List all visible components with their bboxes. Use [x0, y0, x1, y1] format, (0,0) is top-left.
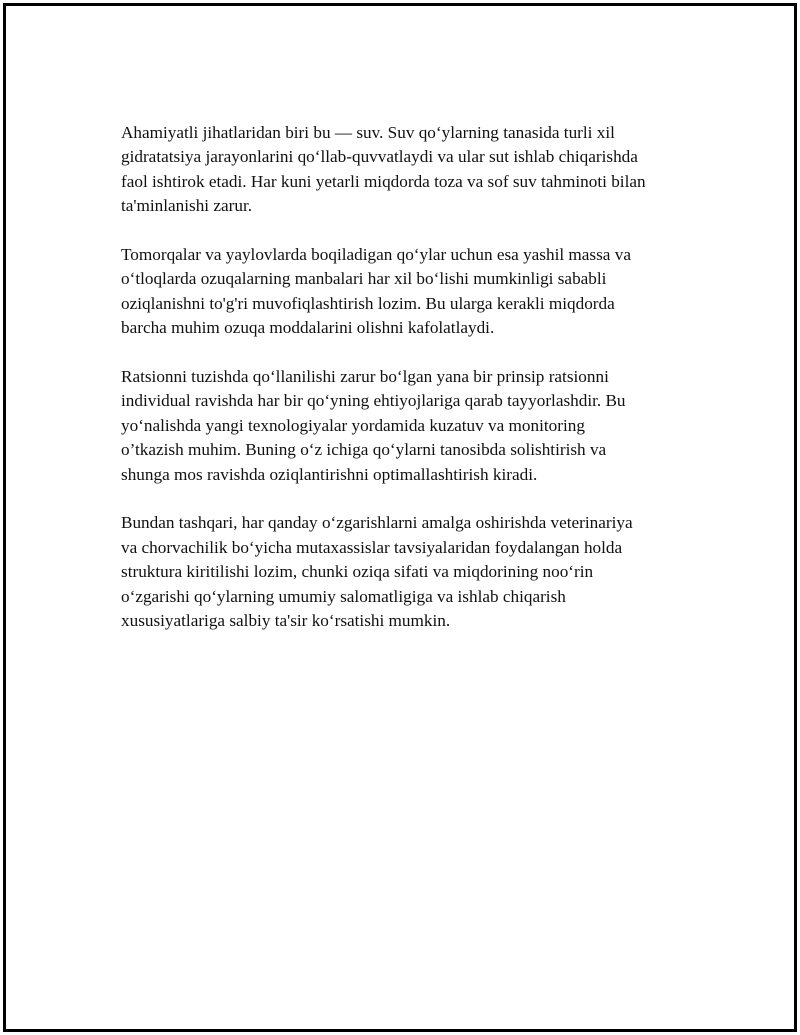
text-line: o’tkazish muhim. Buning o‘z ichiga qo‘ylarni tanosibda solishtirish va	[121, 440, 607, 460]
text-line: faol ishtirok etadi. Har kuni yetarli miqdorda toza va sof suv tahminoti bilan	[121, 171, 646, 191]
document-body	[121, 121, 711, 658]
text-line: individual ravishda har bir qo‘yning ehtiyojlariga qarab tayyorlashdir. Bu	[121, 391, 626, 411]
page-frame	[3, 3, 797, 1032]
text-line: Bundan tashqari, har qanday o‘zgarishlarni amalga oshirishda veterinariya	[121, 513, 633, 533]
text-line: o‘tloqlarda ozuqalarning manbalari har xil bo‘lishi mumkinligi sababli	[121, 269, 607, 289]
text-line: barcha muhim ozuqa moddalarini olishni kafolatlaydi.	[121, 318, 495, 338]
text-line: struktura kiritilishi lozim, chunki oziqa sifati va miqdorining noo‘rin	[121, 562, 594, 582]
paragraph-1	[121, 121, 711, 219]
text-line: ta'minlanishi zarur.	[121, 196, 253, 216]
text-line: o‘zgarishi qo‘ylarning umumiy salomatligiga va ishlab chiqarish	[121, 586, 566, 606]
text-line: shunga mos ravishda oziqlantirishni optimallashtirish kiradi.	[121, 464, 538, 484]
text-line: xususiyatlariga salbiy ta'sir ko‘rsatishi mumkin.	[121, 611, 451, 631]
text-line: Ahamiyatli jihatlaridan biri bu — suv. Suv qo‘ylarning tanasida turli xil	[121, 123, 615, 142]
text-line: gidratatsiya jarayonlarini qo‘llab-quvvatlaydi va ular sut ishlab chiqarishda	[121, 147, 638, 167]
text-line: va chorvachilik bo‘yicha mutaxassislar tavsiyalaridan foydalangan holda	[121, 537, 623, 557]
text-line: yo‘nalishda yangi texnologiyalar yordamida kuzatuv va monitoring	[121, 415, 585, 435]
text-line: oziqlanishni to'g'ri muvofiqlashtirish lozim. Bu ularga kerakli miqdorda	[121, 293, 615, 313]
paragraph-3	[121, 365, 711, 487]
paragraph-2	[121, 243, 711, 341]
text-line: Ratsionni tuzishda qo‘llanilishi zarur bo‘lgan yana bir prinsip ratsionni	[121, 367, 609, 387]
paragraph-4	[121, 511, 711, 633]
text-line: Tomorqalar va yaylovlarda boqiladigan qo‘ylar uchun esa yashil massa va	[121, 245, 631, 265]
